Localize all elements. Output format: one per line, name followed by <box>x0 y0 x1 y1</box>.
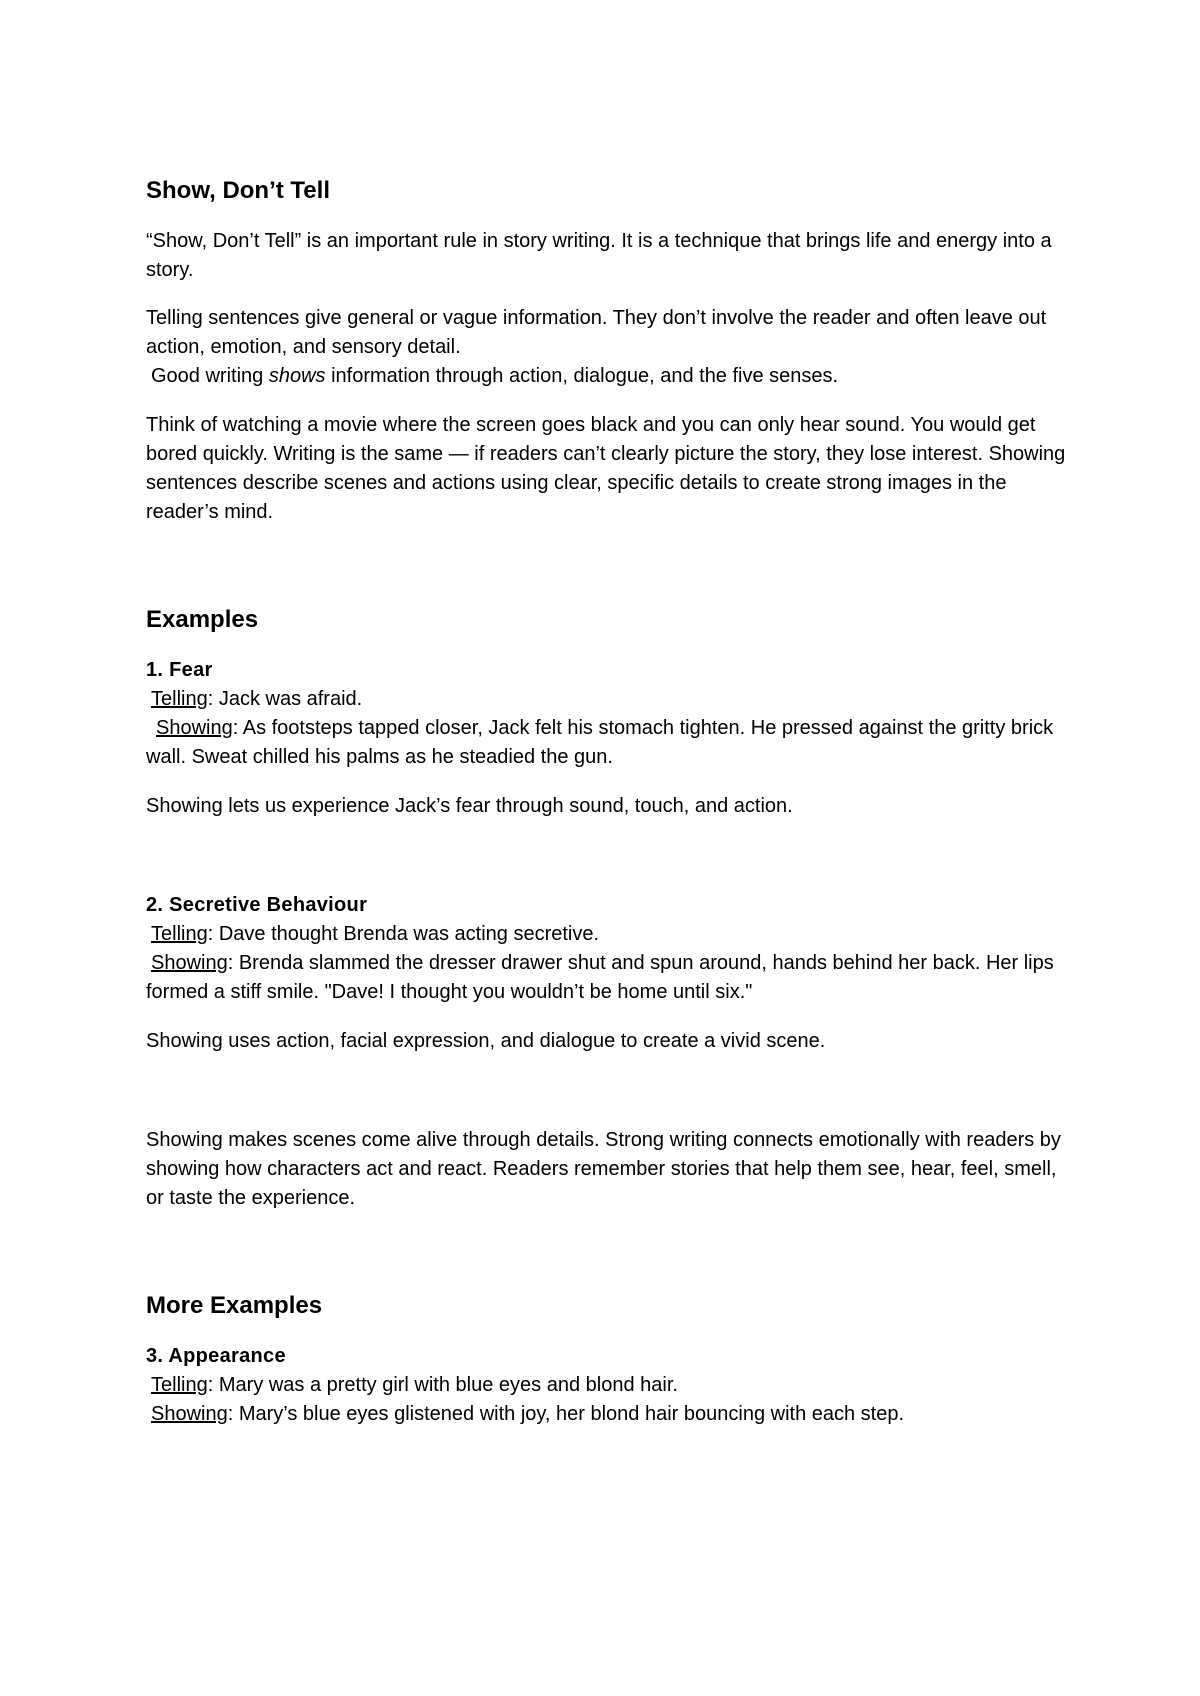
showing-label: Showing <box>156 717 233 739</box>
more-examples-heading: More Examples <box>146 1292 323 1319</box>
examples-summary: Showing makes scenes come alive through details. Strong writing connects emotionally with readers by showing how characters act and react. Readers remember stories that help them see, hear, feel, smell, or taste the experience. <box>146 1129 1061 1209</box>
telling-text: : Jack was afraid. <box>207 688 363 710</box>
showing-label: Showing <box>151 1403 228 1425</box>
telling-label: Telling <box>151 923 208 945</box>
intro-paragraph-4: Think of watching a movie where the screen goes black and you can only hear sound. You would get bored quickly. Writing is the same — if readers can’t clearly picture the story, they lose interest. Showing sentences describe scenes and actions using clear, specific details to create strong images in the reader’s mind. <box>146 414 1066 523</box>
document-content <box>146 176 1066 1429</box>
showing-text: : Brenda slammed the dresser drawer shut and spun around, hands behind her back. Her lips formed a stiff smile. "Dave! I thought you wouldn’t be home until six." <box>146 952 1054 1003</box>
document-title: Show, Don’t Tell <box>146 177 330 204</box>
telling-text: : Mary was a pretty girl with blue eyes and blond hair. <box>207 1374 678 1396</box>
example-2-note: Showing uses action, facial expression, and dialogue to create a vivid scene. <box>146 1030 826 1052</box>
telling-label: Telling <box>151 688 208 710</box>
intro-paragraph-1: “Show, Don’t Tell” is an important rule in story writing. It is a technique that brings life and energy into a story. <box>146 230 1052 281</box>
intro-p3-emphasis: shows <box>268 365 326 387</box>
example-2-telling <box>146 920 1066 949</box>
showing-text: : As footsteps tapped closer, Jack felt his stomach tighten. He pressed against the gritty brick wall. Sweat chilled his palms as he steadied the gun. <box>146 717 1054 768</box>
examples-heading: Examples <box>146 606 259 633</box>
example-3-title: 3. Appearance <box>146 1345 286 1367</box>
example-1-note: Showing lets us experience Jack’s fear through sound, touch, and action. <box>146 795 793 817</box>
intro-p3-before: Good writing <box>151 365 269 387</box>
intro-p3-after: information through action, dialogue, and the five senses. <box>325 365 839 387</box>
intro-paragraph-2: Telling sentences give general or vague information. They don’t involve the reader and often leave out action, emotion, and sensory detail. <box>146 307 1047 358</box>
telling-label: Telling <box>151 1374 208 1396</box>
intro-paragraph-3 <box>146 362 1066 391</box>
example-3-showing <box>146 1400 1066 1429</box>
example-1-showing <box>146 714 1066 772</box>
showing-text: : Mary’s blue eyes glistened with joy, her blond hair bouncing with each step. <box>227 1403 905 1425</box>
example-2-showing <box>146 949 1066 1007</box>
telling-text: : Dave thought Brenda was acting secretive. <box>207 923 600 945</box>
example-2-title: 2. Secretive Behaviour <box>146 894 368 916</box>
example-1-title: 1. Fear <box>146 659 213 681</box>
showing-label: Showing <box>151 952 228 974</box>
example-3-telling <box>146 1371 1066 1400</box>
example-1-telling <box>146 685 1066 714</box>
